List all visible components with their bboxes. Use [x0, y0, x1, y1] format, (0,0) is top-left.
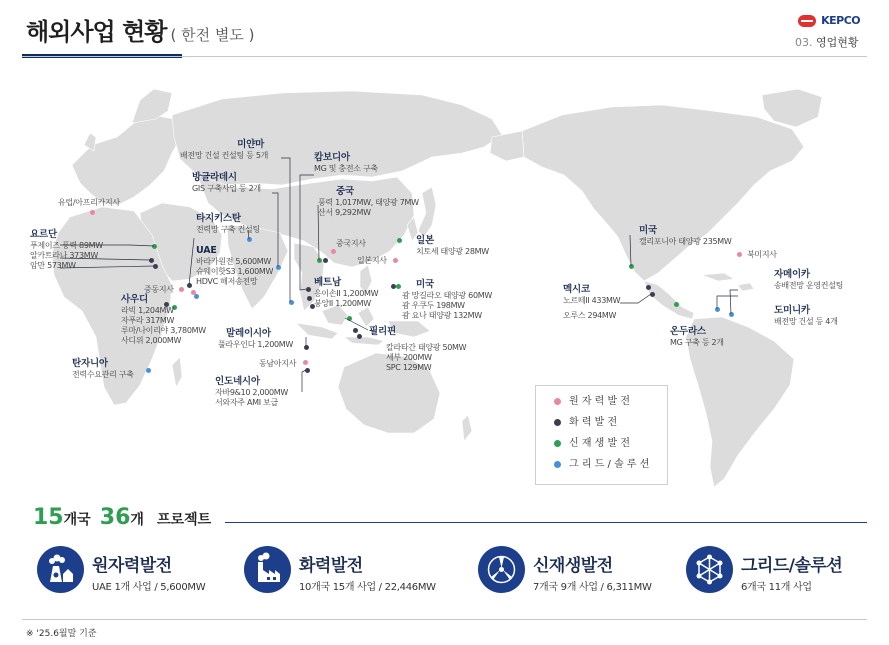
summary-count: 15개국 36개 프로젝트	[33, 505, 212, 530]
footnote: ※ '25.6월말 기준	[26, 629, 97, 639]
category-title: 신재생발전	[533, 556, 613, 576]
category-desc: UAE 1개 사업 / 5,600MW	[92, 582, 206, 593]
label-china: 중국 풍력 1,017MW, 태양광 7MW 산서 9,292MW	[318, 186, 419, 217]
label-uae: UAE 바라카원전 5,600MW 슈웨이핫S3 1,600MW HDVC 해저송전망	[196, 245, 274, 286]
label-mideast-office: 중동지사	[144, 285, 174, 294]
label-jordan: 요르단 푸제이즈 풍력 89MW 알카트라나 373MW 암만 573MW	[30, 229, 103, 270]
category-title: 그리드/솔루션	[741, 556, 843, 576]
footer-divider	[22, 619, 867, 620]
category-desc: 6개국 11개 사업	[741, 582, 812, 593]
label-bangladesh: 방글라데시 GIS 구축사업 등 2개	[192, 172, 261, 193]
page-subtitle: ( 한전 별도 )	[170, 26, 255, 44]
category-desc: 7개국 9개 사업 / 6,311MW	[533, 582, 652, 593]
grid-network-icon	[686, 546, 733, 593]
category-title: 원자력발전	[92, 556, 172, 576]
legend-dot-thermal	[554, 419, 561, 426]
label-dominica: 도미니카 배전망 건설 등 4개	[774, 305, 838, 326]
legend-item-nuclear: 원 자 력 발 전	[554, 396, 667, 417]
legend-dot-nuclear	[554, 398, 561, 405]
summary-divider	[225, 522, 867, 523]
label-jamaica: 자메이카 송배전망 운영컨설팅	[774, 269, 844, 290]
label-malaysia: 말레이시아 풀라우인다 1,200MW	[218, 328, 293, 349]
label-mexico-oruz: 오루스 294MW	[563, 311, 617, 320]
category-desc: 10개국 15개 사업 / 22,446MW	[299, 582, 436, 593]
label-us-office: 북미지사	[747, 250, 777, 259]
legend-dot-grid	[554, 461, 561, 468]
legend-item-renewable: 신 재 생 발 전	[554, 438, 667, 459]
wind-turbine-icon	[478, 546, 525, 593]
legend-item-grid: 그 리 드 / 솔 루 션	[554, 459, 667, 480]
label-philippines-detail: 칼라타간 태양광 50MW 세부 200MW SPC 129MW	[386, 343, 467, 372]
page-title: 해외사업 현황 ( 한전 별도 )	[26, 18, 255, 46]
factory-icon	[244, 546, 291, 593]
label-china-office: 중국지사	[336, 239, 366, 248]
label-tajikistan: 타지키스탄 전력망 구축 컨설팅	[196, 213, 260, 234]
label-indonesia: 인도네시아 자바9&10 2,000MW 서와자주 AMI 보급	[215, 376, 289, 407]
label-usa: 미국 캘리포니아 태양광 235MW	[639, 225, 732, 246]
label-saudi: 사우디 라빅 1,204MW 자푸라 317MW 루마/나이리야 3,780MW 사디위 2,000MW	[121, 294, 206, 345]
label-mexico: 멕시코 노르떼II 433MW	[563, 284, 621, 305]
map-legend	[535, 385, 668, 485]
legend-dot-renewable	[554, 440, 561, 447]
nuclear-plant-icon	[37, 546, 84, 593]
label-vietnam: 베트남 응이손II 1,200MW 붕앙II 1,200MW	[314, 277, 379, 308]
section-label: 03. 영업현황	[795, 36, 859, 49]
kepco-logo: KEPCO	[798, 10, 860, 24]
label-japan: 일본 치토세 태양광 28MW	[416, 235, 489, 256]
category-title: 화력발전	[299, 556, 363, 576]
legend-item-thermal: 화 력 발 전	[554, 417, 667, 438]
label-myanmar: 미얀마 배전망 건설 컨설팅 등 5개	[180, 139, 269, 160]
label-cambodia: 캄보디아 MG 및 충전소 구축	[314, 152, 378, 173]
label-philippines: 필리핀	[369, 326, 396, 337]
label-europe-office: 유럽/아프리카지사	[58, 198, 120, 207]
label-honduras: 온두라스 MG 구축 등 2개	[670, 326, 724, 347]
label-japan-office: 일본지사	[357, 256, 387, 265]
label-usa-guam: 미국 괌 망길라오 태양광 60MW 괌 우쿠두 198MW 괌 요나 태양광 132MW	[402, 279, 492, 320]
label-tanzania: 탄자니아 전력수요관리 구축	[72, 358, 134, 379]
label-sea-office: 동남아지사	[259, 359, 297, 368]
